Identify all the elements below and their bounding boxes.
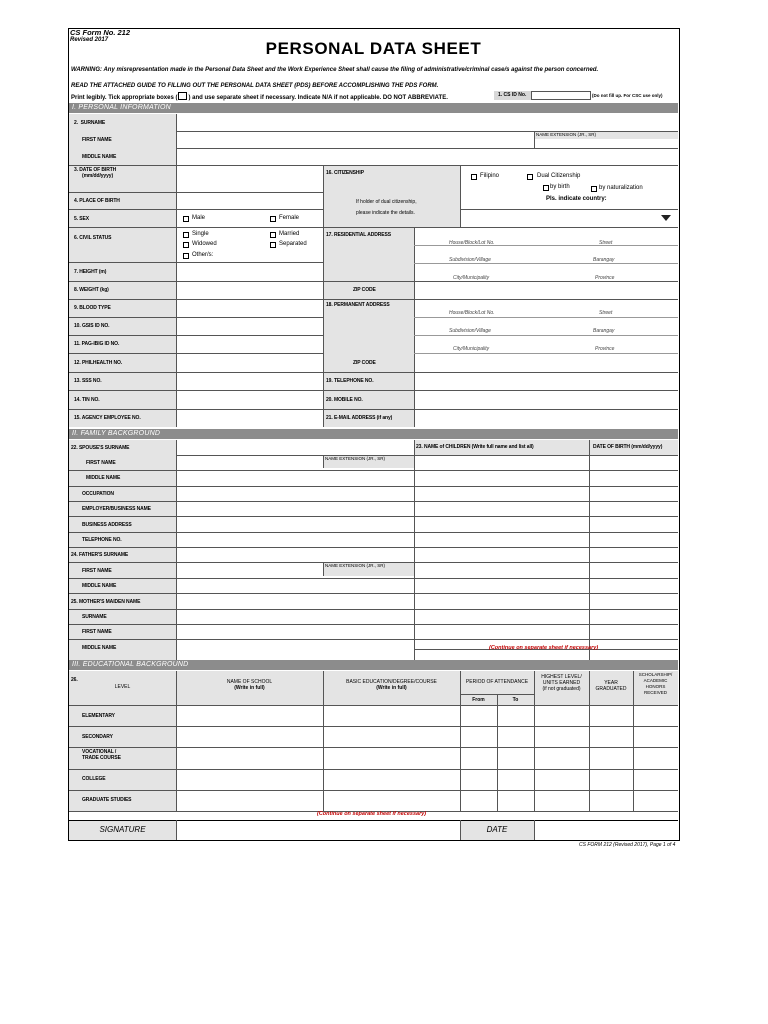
warning-text: WARNING: Any misrepresentation made in the Personal Data Sheet and the Work Experience Sheet shall cause the filing of administrative/criminal case/s against the person concerned. <box>71 67 599 73</box>
cs-id-note: (Do not fill up. For CSC use only) <box>592 93 663 98</box>
married-label: Married <box>279 231 300 237</box>
middle-name-label: MIDDLE NAME <box>82 154 117 160</box>
res-barangay-label: Barangay <box>593 257 615 263</box>
mother-first-name-label: FIRST NAME <box>82 629 112 635</box>
highest-level-header <box>534 674 589 692</box>
female-label: Female <box>279 215 300 221</box>
perm-house-label: House/Block/Lot No. <box>449 310 495 316</box>
tin-label: 14. TIN NO. <box>74 397 100 403</box>
spouse-surname-label: 22. SPOUSE'S SURNAME <box>71 445 130 451</box>
education-number: 26. <box>71 677 78 683</box>
res-house-label: House/Block/Lot No. <box>449 240 495 246</box>
page-title: PERSONAL DATA SHEET <box>265 39 482 58</box>
spouse-middle-name-label: MIDDLE NAME <box>86 475 121 481</box>
dual-citizenship-note-b: please indicate the details. <box>356 210 415 216</box>
children-dob-field[interactable] <box>590 456 677 648</box>
elementary-row[interactable] <box>177 706 677 725</box>
sex-label: 5. SEX <box>74 216 89 222</box>
mother-maiden-name-label: 25. MOTHER'S MAIDEN NAME <box>71 599 141 605</box>
first-name-field[interactable] <box>177 132 533 147</box>
revision-note: Revised 2017 <box>70 37 109 43</box>
honors-c: HONORS <box>645 684 666 689</box>
residential-address-label: 17. RESIDENTIAL ADDRESS <box>326 232 391 238</box>
others-label: Other/s: <box>192 252 214 258</box>
print-instruction <box>71 92 448 101</box>
civil-status-label: 6. CIVIL STATUS <box>74 235 112 241</box>
date-of-birth-field[interactable] <box>177 166 322 191</box>
employer-field[interactable] <box>177 502 413 515</box>
form-number: CS Form No. 212 <box>70 28 131 37</box>
gsis-field[interactable] <box>177 318 322 334</box>
children-dob-header: DATE OF BIRTH (mm/dd/yyyy) <box>593 444 663 450</box>
graduate-studies-row[interactable] <box>177 791 677 810</box>
elementary-label: ELEMENTARY <box>82 713 115 719</box>
college-label: COLLEGE <box>82 776 106 782</box>
mother-surname-field[interactable] <box>177 610 413 623</box>
chevron-down-icon[interactable] <box>661 215 671 221</box>
single-label: Single <box>192 231 209 237</box>
mother-middle-name-label: MIDDLE NAME <box>82 645 117 651</box>
weight-field[interactable] <box>177 282 322 298</box>
pagibig-field[interactable] <box>177 336 322 352</box>
pagibig-label: 11. PAG-IBIG ID NO. <box>74 341 120 347</box>
spouse-surname-field[interactable] <box>177 441 413 454</box>
section-family-background: II. FAMILY BACKGROUND <box>69 429 678 439</box>
honors-b: ACADEMIC <box>643 678 668 683</box>
date-field[interactable] <box>535 821 677 839</box>
occupation-label: OCCUPATION <box>82 491 114 497</box>
sss-label: 13. SSS NO. <box>74 378 102 384</box>
course-header-b: (Write in full) <box>376 685 407 691</box>
blood-type-label: 9. BLOOD TYPE <box>74 305 111 311</box>
honors-a: SCHOLARSHIP/ <box>638 672 673 677</box>
permanent-address-field[interactable] <box>415 300 677 353</box>
tin-field[interactable] <box>177 391 322 408</box>
res-subdivision-label: Subdivision/Village <box>449 257 491 263</box>
honors-header <box>633 672 678 696</box>
section-personal-information: I. PERSONAL INFORMATION <box>69 103 678 113</box>
secondary-label: SECONDARY <box>82 734 113 740</box>
children-header: 23. NAME of CHILDREN (Write full name and list all) <box>416 444 534 450</box>
honors-d: RECEIVED <box>643 690 667 695</box>
children-names-field[interactable] <box>415 456 588 648</box>
to-header: To <box>512 697 519 703</box>
sss-field[interactable] <box>177 373 322 389</box>
father-first-name-field[interactable] <box>177 563 322 577</box>
indicate-country-label: Pls. indicate country: <box>546 196 607 202</box>
mobile-field[interactable] <box>415 391 677 408</box>
highest-level-b: UNITS EARNED <box>542 680 581 686</box>
father-surname-label: 24. FATHER'S SURNAME <box>71 552 129 558</box>
surname-text: SURNAME <box>80 120 106 126</box>
spouse-telephone-field[interactable] <box>177 533 413 546</box>
spouse-first-name-label: FIRST NAME <box>86 460 116 466</box>
widowed-checkbox[interactable] <box>183 242 189 248</box>
print-instruction-b: ) and use separate sheet if necessary. Indicate N/A if not applicable. DO NOT ABBREVIATE. <box>188 95 448 101</box>
email-field[interactable] <box>415 410 677 426</box>
from-header: From <box>472 697 485 703</box>
vocational-b: TRADE COURSE <box>82 755 121 761</box>
date-label: DATE <box>486 825 508 834</box>
by-naturalization-checkbox[interactable] <box>591 186 597 192</box>
citizenship-label: 16. CITIZENSHIP <box>326 170 364 176</box>
spouse-middle-name-field[interactable] <box>177 471 413 485</box>
surname-label <box>74 120 105 126</box>
first-name-label: FIRST NAME <box>82 137 112 143</box>
father-name-ext-label: NAME EXTENSION (JR., SR) <box>325 563 386 568</box>
spouse-first-name-field[interactable] <box>177 456 322 469</box>
female-checkbox[interactable] <box>270 216 276 222</box>
male-checkbox[interactable] <box>183 216 189 222</box>
separated-checkbox[interactable] <box>270 242 276 248</box>
vocational-row[interactable] <box>177 748 677 768</box>
perm-street-label: Street <box>599 310 613 316</box>
mother-middle-name-field[interactable] <box>177 640 413 659</box>
family-label-column <box>69 440 176 660</box>
education-continue-note: (Continue on separate sheet if necessary) <box>317 811 427 817</box>
separated-label: Separated <box>279 241 307 247</box>
mobile-label: 20. MOBILE NO. <box>326 397 363 403</box>
vocational-a: VOCATIONAL / <box>82 749 117 755</box>
place-of-birth-field[interactable] <box>177 193 322 208</box>
level-header: LEVEL <box>114 684 131 690</box>
surname-number: 2. <box>74 120 78 126</box>
mother-first-name-field[interactable] <box>177 625 413 638</box>
res-province-label: Province <box>595 275 615 281</box>
father-middle-name-label: MIDDLE NAME <box>82 583 117 589</box>
school-header-a: NAME OF SCHOOL <box>226 679 273 685</box>
perm-province-label: Province <box>595 346 615 352</box>
college-row[interactable] <box>177 770 677 789</box>
signature-field[interactable] <box>177 821 459 839</box>
filipino-label: Filipino <box>480 173 500 179</box>
telephone-label: 19. TELEPHONE NO. <box>326 378 374 384</box>
blood-type-field[interactable] <box>177 300 322 316</box>
date-of-birth-format: (mm/dd/yyyy) <box>82 173 114 179</box>
year-graduated-a: YEAR <box>604 680 618 686</box>
telephone-field[interactable] <box>415 373 677 389</box>
family-continue-note: (Continue on separate sheet if necessary) <box>489 645 599 651</box>
res-city-label: City/Municipality <box>453 275 490 281</box>
course-header-a: BASIC EDUCATION/DEGREE/COURSE <box>346 679 437 685</box>
cs-id-field[interactable] <box>531 91 591 100</box>
signature-label: SIGNATURE <box>99 825 146 834</box>
permanent-address-label: 18. PERMANENT ADDRESS <box>326 302 390 308</box>
height-label: 7. HEIGHT (m) <box>74 269 107 275</box>
place-of-birth-label: 4. PLACE OF BIRTH <box>74 198 120 204</box>
pds-form <box>68 28 680 841</box>
highest-level-c: (if not graduated) <box>542 686 581 692</box>
res-street-label: Street <box>599 240 613 246</box>
occupation-field[interactable] <box>177 487 413 500</box>
agency-employee-field[interactable] <box>177 410 322 426</box>
date-of-birth-label <box>74 167 116 179</box>
residential-address-field[interactable] <box>415 228 677 280</box>
mother-surname-label: SURNAME <box>82 614 107 620</box>
father-surname-field[interactable] <box>177 548 413 561</box>
middle-name-field[interactable] <box>177 149 677 164</box>
res-zip-field[interactable] <box>415 282 677 298</box>
by-birth-label: by birth <box>550 184 570 190</box>
period-header: PERIOD OF ATTENDANCE <box>465 679 529 685</box>
weight-label: 8. WEIGHT (kg) <box>74 287 109 293</box>
single-checkbox[interactable] <box>183 232 189 238</box>
section-educational-background: III. EDUCATIONAL BACKGROUND <box>69 660 678 670</box>
course-header <box>323 679 460 691</box>
gsis-label: 10. GSIS ID NO. <box>74 323 110 329</box>
by-birth-checkbox[interactable] <box>543 185 549 191</box>
father-middle-name-field[interactable] <box>177 579 413 592</box>
business-address-field[interactable] <box>177 517 413 531</box>
page-footer: CS FORM 212 (Revised 2017), Page 1 of 4 <box>579 842 676 848</box>
agency-employee-label: 15. AGENCY EMPLOYEE NO. <box>74 415 141 421</box>
perm-subdivision-label: Subdivision/Village <box>449 328 491 334</box>
perm-zip-label: ZIP CODE <box>353 360 376 366</box>
employer-label: EMPLOYER/BUSINESS NAME <box>82 506 151 512</box>
business-address-label: BUSINESS ADDRESS <box>82 522 132 528</box>
guide-text: READ THE ATTACHED GUIDE TO FILLING OUT THE PERSONAL DATA SHEET (PDS) BEFORE ACCOMPLISHING THE PDS FORM. <box>71 83 439 89</box>
filipino-checkbox[interactable] <box>471 174 477 180</box>
perm-zip-field[interactable] <box>415 354 677 371</box>
by-naturalization-label: by naturalization <box>599 185 643 191</box>
name-extension-label: NAME EXTENSION (JR., SR) <box>536 132 597 137</box>
cs-id-label: 1. CS ID No. <box>498 92 527 98</box>
dual-citizenship-label: Dual Citizenship <box>537 173 581 179</box>
year-graduated-header <box>589 680 633 692</box>
school-header <box>176 679 323 691</box>
height-field[interactable] <box>177 263 322 280</box>
res-zip-label: ZIP CODE <box>353 287 376 293</box>
spouse-telephone-label: TELEPHONE NO. <box>82 537 122 543</box>
spouse-name-ext-label: NAME EXTENSION (JR., SR) <box>325 456 386 461</box>
perm-barangay-label: Barangay <box>593 328 615 334</box>
perm-city-label: City/Municipality <box>453 346 490 352</box>
male-label: Male <box>192 215 206 221</box>
school-header-b: (Write in full) <box>234 685 265 691</box>
dual-citizenship-checkbox[interactable] <box>527 174 533 180</box>
widowed-label: Widowed <box>192 241 217 247</box>
surname-field[interactable] <box>177 115 677 130</box>
others-checkbox[interactable] <box>183 253 189 259</box>
father-first-name-label: FIRST NAME <box>82 568 112 574</box>
married-checkbox[interactable] <box>270 232 276 238</box>
highest-level-a: HIGHEST LEVEL/ <box>541 674 582 680</box>
vocational-label <box>82 749 121 761</box>
graduate-studies-label: GRADUATE STUDIES <box>82 797 132 803</box>
year-graduated-b: GRADUATED <box>595 686 627 692</box>
tick-sample-checkbox <box>178 92 187 100</box>
philhealth-field[interactable] <box>177 354 322 371</box>
dual-citizenship-note-a: If holder of dual citizenship, <box>356 199 417 205</box>
email-label: 21. E-MAIL ADDRESS (if any) <box>326 415 393 421</box>
mother-maiden-name-field[interactable] <box>177 594 413 608</box>
country-dropdown[interactable] <box>461 210 677 226</box>
date-of-birth-text: 3. DATE OF BIRTH <box>74 167 117 173</box>
philhealth-label: 12. PHILHEALTH NO. <box>74 360 123 366</box>
print-instruction-a: Print legibly. Tick appropriate boxes ( <box>71 95 178 101</box>
secondary-row[interactable] <box>177 727 677 746</box>
